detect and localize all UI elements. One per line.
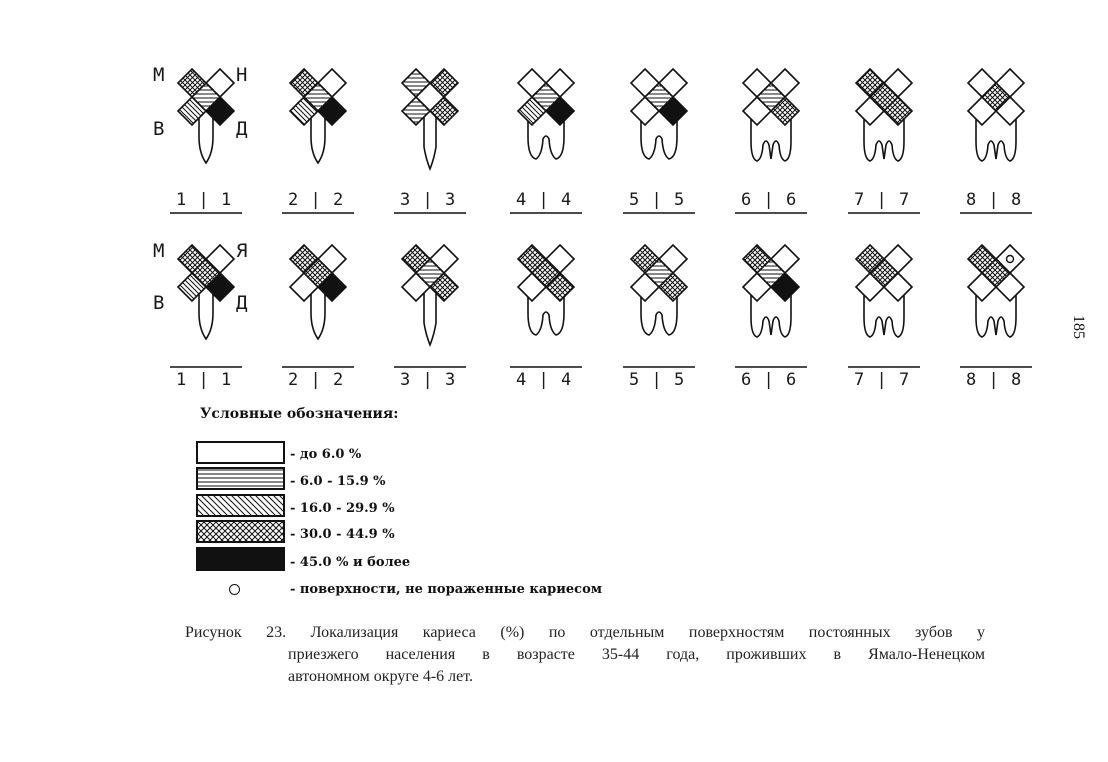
page-number: 185 [1070, 315, 1087, 339]
figure-caption [185, 622, 985, 688]
legend-item-2: - 6.0 - 15.9 % [290, 474, 386, 489]
legend-swatch-crosshatch [197, 521, 284, 542]
legend-title: Условные обозначения: [200, 406, 399, 422]
legend-swatch-white [197, 442, 284, 463]
tooth-r2-1-number-label: 1 | 1 [176, 370, 233, 390]
tooth-r2-4-number-label: 4 | 4 [516, 370, 573, 390]
tooth-r2-8-number-label: 8 | 8 [966, 370, 1023, 390]
legend-circle-icon [229, 584, 240, 595]
legend-item-5: - 45.0 % и более [290, 555, 411, 570]
label-mesial-row1: М [153, 64, 165, 86]
caption-line-1: Рисунок 23. Локализация кариеса (%) по отдельным поверхностям постоянных зубов у [185, 624, 985, 641]
label-n-row1: Н [236, 64, 248, 86]
tooth-r2-6-number-label: 6 | 6 [741, 370, 798, 390]
label-distal-row2: Д [236, 292, 248, 314]
label-mesial-row2: М [153, 240, 165, 262]
legend-item-4: - 30.0 - 44.9 % [290, 527, 395, 542]
tooth-r2-7-number-label: 7 | 7 [854, 370, 911, 390]
tooth-r1-7-number-label: 7 | 7 [854, 190, 911, 210]
legend-item-3: - 16.0 - 29.9 % [290, 501, 395, 516]
label-vestibular-row1: В [153, 118, 165, 140]
tooth-r1-1-number-label: 1 | 1 [176, 190, 233, 210]
tooth-r2-2-number-label: 2 | 2 [288, 370, 345, 390]
tooth-r1-5-number-label: 5 | 5 [629, 190, 686, 210]
tooth-r1-8-number-label: 8 | 8 [966, 190, 1023, 210]
tooth-r1-2-number-label: 2 | 2 [288, 190, 345, 210]
caption-line-3: автономном округе 4-6 лет. [288, 668, 474, 685]
legend-item-1: - до 6.0 % [290, 447, 362, 462]
tooth-r2-5-number-label: 5 | 5 [629, 370, 686, 390]
tooth-r1-4-number-label: 4 | 4 [516, 190, 573, 210]
tooth-r2-3-number-label: 3 | 3 [400, 370, 457, 390]
label-distal-row1: Д [236, 118, 248, 140]
legend-swatch-horizontal [197, 468, 284, 489]
label-ya-row2: Я [236, 240, 248, 262]
label-vestibular-row2: В [153, 292, 165, 314]
caption-line-2: приезжего населения в возрасте 35-44 года, проживших в Ямало-Ненецком [288, 646, 985, 663]
tooth-r1-6-number-label: 6 | 6 [741, 190, 798, 210]
tooth-r1-3-number-label: 3 | 3 [400, 190, 457, 210]
legend-swatch-diagonal [197, 495, 284, 516]
legend-swatch-black [197, 548, 284, 570]
legend-circle-text: - поверхности, не пораженные кариесом [290, 582, 603, 597]
